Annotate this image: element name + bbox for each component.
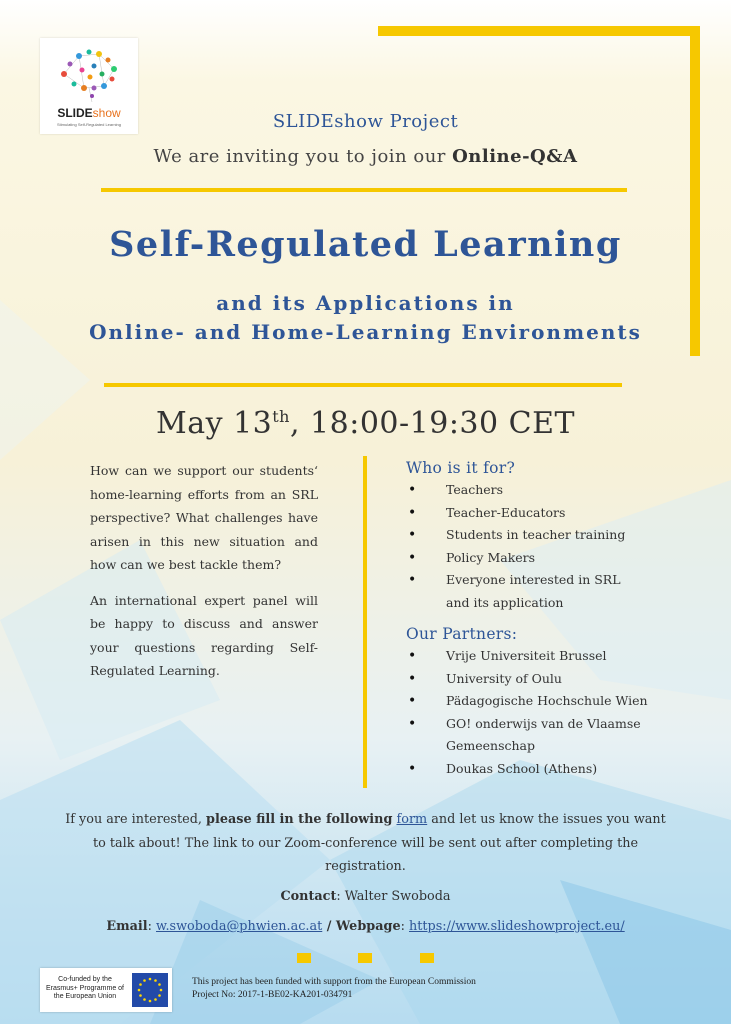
- disclaimer-line: This project has been funded with support from the European Commission: [192, 977, 476, 987]
- audience-heading: Who is it for?: [406, 459, 516, 477]
- project-number: Project No: 2017-1-BE02-KA201-034791: [192, 990, 353, 1000]
- audience-list: [406, 479, 706, 614]
- list-item: • GO! onderwijs van de Vlaamse Gemeenschap: [406, 713, 661, 758]
- intro-paragraph: How can we support our students‘ home-learning efforts from an SRL perspective? What challenges have arisen in this new situation and how can we best tackle them?: [90, 463, 318, 572]
- form-link[interactable]: form: [396, 812, 428, 827]
- list-item: • Policy Makers: [406, 547, 706, 570]
- email-webpage-line: Email: w.swoboda@phwien.ac.at / Webpage: https://www.slideshowproject.eu/: [106, 919, 625, 934]
- brain-network-icon: [54, 44, 124, 104]
- divider-rule: [104, 383, 622, 387]
- webpage-link[interactable]: https://www.slideshowproject.eu/: [409, 919, 625, 934]
- intro-text: [90, 459, 318, 695]
- decorative-frame-top: [378, 26, 700, 36]
- event-date: May 13th, 18:00-19:30 CET: [155, 406, 576, 441]
- call-to-action: If you are interested, please fill in the following form and let us know the issues you want to talk about! The link to our Zoom-conference will be sent out after completing the registration.: [65, 812, 666, 874]
- decorative-dash: [297, 953, 311, 963]
- erasmus-logo-text: Co-funded by the Erasmus+ Programme of the European Union: [46, 976, 124, 1000]
- list-item: • Teacher-Educators: [406, 502, 706, 525]
- list-item: • Doukas School (Athens): [406, 758, 706, 781]
- list-item: • Teachers: [406, 479, 706, 502]
- decorative-dash: [358, 953, 372, 963]
- eu-flag-icon: [132, 973, 168, 1007]
- logo-wordmark: SLIDEshow: [57, 106, 121, 120]
- list-item: • Pädagogische Hochschule Wien: [406, 690, 706, 713]
- partners-section: [406, 625, 706, 780]
- decorative-dash: [420, 953, 434, 963]
- erasmus-logo: [40, 968, 172, 1012]
- event-subtitle-line1: and its Applications in: [216, 291, 515, 315]
- contact-line: Contact: Walter Swoboda: [280, 889, 451, 904]
- logo-tagline: Stimulating Self-Regulated Learning: [56, 122, 122, 127]
- invitation-line: We are inviting you to join our Online-Q&A: [153, 146, 578, 167]
- intro-paragraph: An international expert panel will be happy to discuss and answer your questions regarding Self-Regulated Learning.: [90, 592, 318, 678]
- audience-section: [406, 459, 706, 614]
- divider-rule: [101, 188, 627, 192]
- list-item: • Vrije Universiteit Brussel: [406, 645, 706, 668]
- partners-list: [406, 645, 706, 780]
- email-link[interactable]: w.swoboda@phwien.ac.at: [156, 919, 323, 934]
- event-title: Self-Regulated Learning: [109, 224, 622, 265]
- list-item: • University of Oulu: [406, 668, 706, 691]
- event-subtitle-line2: Online- and Home-Learning Environments: [89, 320, 642, 344]
- partners-heading: Our Partners:: [406, 625, 518, 643]
- project-name: SLIDEshow Project: [272, 111, 459, 132]
- funding-disclaimer: [192, 976, 476, 1002]
- list-item: • Everyone interested in SRL and its application: [406, 569, 631, 614]
- list-item: • Students in teacher training: [406, 524, 706, 547]
- column-divider: [363, 456, 367, 788]
